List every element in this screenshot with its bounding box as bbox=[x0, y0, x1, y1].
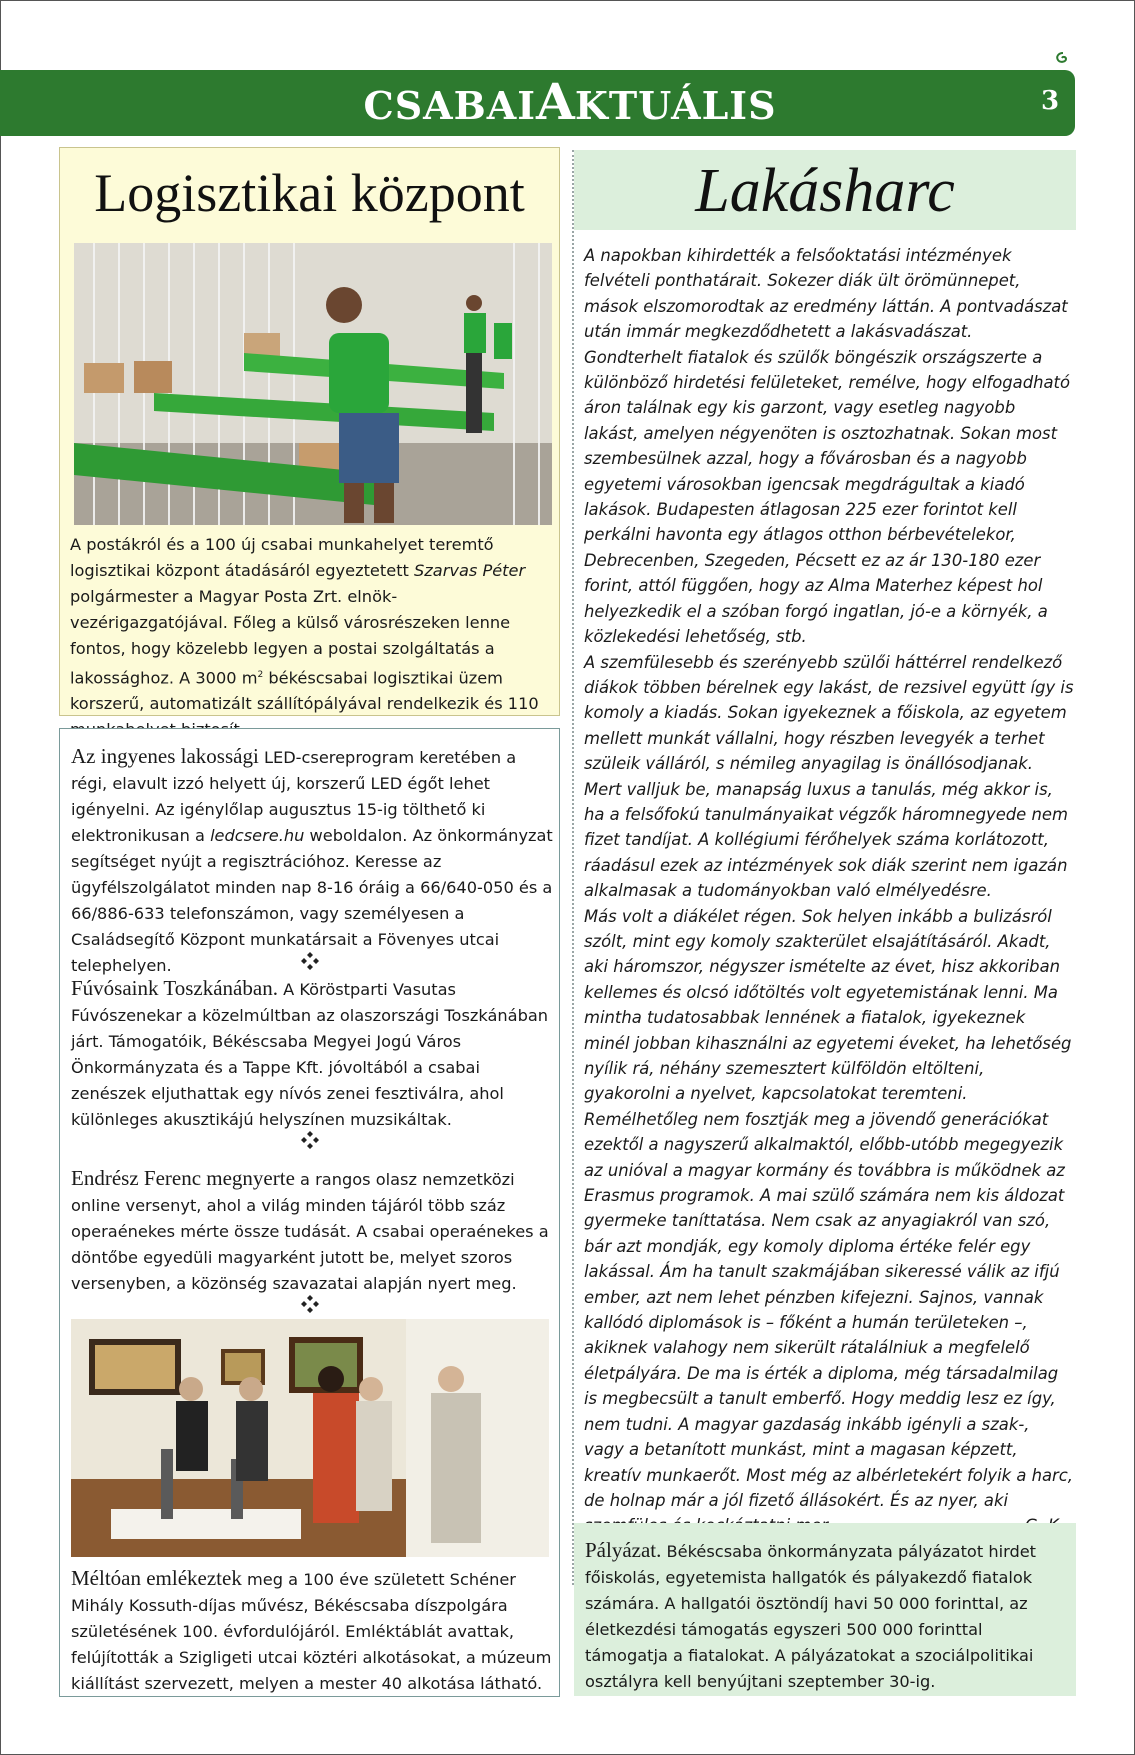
mayor-name: Szarvas Péter bbox=[414, 561, 526, 580]
column-divider bbox=[572, 150, 574, 1585]
led-lead: Az ingyenes lakossági bbox=[71, 744, 259, 768]
logistics-box bbox=[59, 147, 560, 716]
led-text-after: weboldalon. Az önkormányzat segítséget nyújt a regisztrációhoz. Keresse az ügyfélszolgálatot minden nap 8-16 óráig a 66/640-050 és a 66/886-633 telefonszámon, vagy személyesen a Családsegítő Központ munkatársait a Fövenyes utcai telephelyen. bbox=[71, 826, 553, 975]
logistics-text-after: polgármester a Magyar Posta Zrt. elnök-vezérigazgatójával. Főleg a külső városrészeken lenne fontos, hogy közelebb legyen a postai szolgáltatás a lakossághoz. A 3000 m bbox=[70, 587, 511, 688]
housing-paragraph: A szemfülesebb és szerényebb szülői háttérrel rendelkező diákok többen bérelnek egy lakást, de rezsivel együtt így is komoly a kiadás. Sokan igyekeznek a főiskola, az egyetem mellett munkát vállalni, hogy részben levegyék a terhet szüleik válláról, s némileg anyagilag is önállósodjanak. Mert valljuk be, manapság luxus a tanulás, még akkor is, ha a felsőfokú tanulmányaikat végzők háromnegyede nem fizet tandíjat. A kollégiumi férőhelyek száma korlátozott, ráadásul ezek az intézmények sok diák szerint nem igazán alkalmasak a tudományokban való elmélyedésre. bbox=[584, 652, 1074, 901]
warehouse-illustration bbox=[74, 243, 552, 525]
housing-paragraph-text: Más volt a diákélet régen. Sok helyen inkább a bulizásról szólt, mint egy komoly szakterület elsajátításáról. Akadt, aki háromszor, négyszer ismételte az évet, hisz akkoriban kellemes és olcsó időtöltés volt egyetemistának lenni. Ma mintha tudatosabbak lennének a fiatalok, igyekeznek minél jobban kihasználni az egyetemi éveket, ha lehetőség nyílik rá, néhány szemesztert külföldön eltölteni, gyakorolni a nyelvet, kapcsolatokat teremteni. Remélhetőleg nem fosztják meg a jövendő generációkat ezektől a nagyszerű alkalmaktól, előbb-utóbb megegyezik az unióval a magyar kormány és továbbra is működnek az Erasmus programok. A mai szülő számára nem kis áldozat gyermeke taníttatása. Nem csak az anyagiakról van szó, bár azt mondják, egy komoly diploma értéke felér egy lakással. Ám ha tanult szakmájában sikeressé válik az ifjú ember, azt nem lehet pénzben kifejezni. Sajnos, vannak kallódó diplomások is – főként a humán területeken –, akiknek valahogy nem sikerült rátalálniuk a megfelelő életpályára. De ma is érték a diploma, még társadalmilag is megbecsült a tanult emberfő. Hogy meddig lesz ez így, nem tudni. A magyar gazdaság inkább igényli a szak-, vagy a betanított munkást, mint a magasan képzett, kreatív munkaerőt. Most még az albérletekért folyik a harc, de holnap már a jól fizető állásokért. És az nyer, aki bbox=[584, 906, 1073, 1510]
gallery-photo bbox=[71, 1319, 549, 1557]
brass-text: A Köröstparti Vasutas Fúvószenekar a közelmúltban az olaszországi Toszkánában járt. Támogatóik, Békéscsaba Megyei Jogú Város Önkormányzata és a Tappe Kft. jóvoltából a csabai zenészek eljuthattak egy nívós zenei fesztiválra, ahol különleges akusztikájú helyszínen muzsikáltak. bbox=[71, 980, 549, 1129]
memorial-lead: Méltóan emlékeztek bbox=[71, 1566, 242, 1590]
housing-title: Lakásharc bbox=[695, 157, 955, 225]
logistics-text-before: A postákról és a 100 új csabai munkahelyet teremtő logisztikai központ átadásáról egyeztetett bbox=[70, 535, 494, 580]
news-box bbox=[59, 728, 560, 1697]
housing-title-band bbox=[574, 150, 1076, 230]
tender-lead: Pályázat. bbox=[585, 1538, 662, 1562]
masthead bbox=[330, 72, 810, 134]
led-link[interactable]: ledcsere.hu bbox=[210, 826, 305, 845]
swirl-icon bbox=[1054, 50, 1072, 68]
masthead-part-a: CSABAI bbox=[363, 83, 537, 128]
memorial-text: meg a 100 éve született Schéner Mihály Kossuth-díjas művész, Békéscsaba díszpolgára születésének 100. évfordulójáról. Emléktáblát avattak, felújították a Szigligeti utcai köztéri alkotásokat, a múzeum kiállítást szervezett, melyen a mester 40 alkotása látható. bbox=[71, 1570, 552, 1693]
memorial-news bbox=[71, 1565, 553, 1697]
housing-paragraph-last bbox=[584, 904, 1074, 1539]
opera-news bbox=[71, 1165, 553, 1297]
tender-box bbox=[574, 1523, 1076, 1696]
brass-lead: Fúvósaink Toszkánában. bbox=[71, 976, 278, 1000]
masthead-part-b: A bbox=[536, 72, 575, 131]
tender-text bbox=[585, 1537, 1067, 1695]
led-text-before: LED-csereprogram keretében a régi, elavult izzó helyett új, korszerű LED égőt lehet igényelni. Az igénylőlap augusztus 15-ig tölthető ki elektronikusan a bbox=[71, 748, 517, 845]
page-number: 3 bbox=[1040, 86, 1060, 116]
logistics-text-end: békéscsabai logisztikai üzem korszerű, automatizált szállítópályával rendelkezik és 110 bbox=[70, 668, 539, 714]
logistics-title: Logisztikai központ bbox=[94, 163, 525, 223]
tender-body: Békéscsaba önkormányzata pályázatot hirdet főiskolás, egyetemista hallgatók és pályakezdő fiatalok számára. A hallgatói ösztöndíj havi 50 000 forinttal, az életkezdési támogatás egyszeri 500 000 forinttal támogatja a fiatalokat. A pályázatokat a szociálpolitikai osztályra kell benyújtani szeptember 30-ig. bbox=[585, 1542, 1037, 1691]
led-news bbox=[71, 743, 553, 979]
diamond-separator-icon bbox=[300, 1294, 320, 1314]
housing-paragraph: A napokban kihirdették a felsőoktatási intézmények felvételi ponthatárait. Sokezer diák ült örömünnepet, mások elszomorodtak az eredmény láttán. A pontvadászat után immár megkezdődhetett a lakásvadászat. Gondterhelt fiatalok és szülők böngészik országszerte a különböző hirdetési felületeket, remélve, hogy elfogadható áron találnak egy kis garzont, vagy esetleg nagyobb lakást, amelyen négyenöten is osztozhatnak. Sokan most szembesülnek azzal, hogy a fővárosban és a nagyobb egyetemi városokban igencsak megdrágultak a kiadó lakások. Budapesten átlagosan 225 ezer forintot kell perkálni havonta egy átlagos otthon bérbevételekor, Debrecenben, Szegeden, Pécsett ez az ár 130-180 ezer forint, attól függően, hogy az Alma Materhez képest hol helyezkedik el a szóban forgó ingatlan, jó-e a környék, a közlekedési lehetőség, stb. bbox=[584, 246, 1071, 647]
opera-text: a rangos olasz nemzetközi online versenyt, ahol a világ minden tájáról több száz operaénekes mérte össze tudását. A csabai operaénekes a döntőbe egyedüli magyarként jutott be, melyet szoros versenyben, a közönség szavazatai alapján nyert meg. bbox=[71, 1170, 549, 1293]
gallery-illustration bbox=[71, 1319, 549, 1557]
diamond-separator-icon bbox=[300, 1130, 320, 1150]
diamond-separator-icon bbox=[300, 951, 320, 971]
logistics-text bbox=[70, 532, 550, 743]
opera-lead: Endrész Ferenc megnyerte bbox=[71, 1166, 295, 1190]
housing-article bbox=[584, 243, 1074, 1539]
brass-news bbox=[71, 975, 553, 1133]
area-unit-superscript: 2 bbox=[257, 670, 264, 680]
warehouse-photo bbox=[74, 243, 552, 525]
masthead-part-c: KTUÁLIS bbox=[574, 83, 777, 128]
